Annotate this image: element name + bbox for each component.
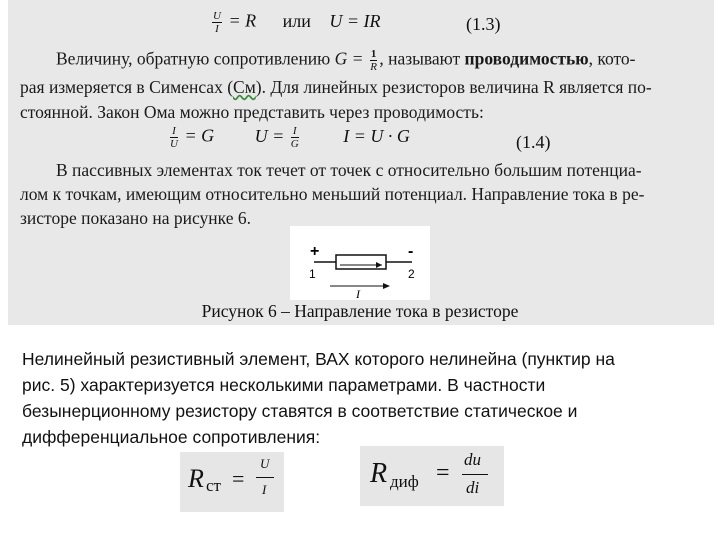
unit-siemens: См <box>233 77 256 97</box>
formula-static-resistance: R ст = U I <box>180 452 284 512</box>
current-label: I <box>356 287 360 300</box>
body-line-3: безынерционному резистору ставятся в соответствие статическое и <box>22 401 578 421</box>
term-conductance: проводимостью <box>464 48 589 69</box>
figure-caption: Рисунок 6 – Направление тока в резисторе <box>201 301 519 321</box>
body-line-2: рис. 5) характеризуется несколькими параметрами. В частности <box>22 375 546 395</box>
current-arrow-head <box>383 283 390 289</box>
minus-sign: - <box>408 243 414 260</box>
fraction-u-over-i: $\frac{U}{I}$ <box>213 10 221 35</box>
equation-ohms-law: U = IR <box>329 10 381 31</box>
paragraph-1-line-1: Величину, обратную сопротивлению G = $\frac{1}{R}$ , называют проводимостью, кото- <box>56 48 636 73</box>
fraction-i-over-u: $\frac{I}{U}$ <box>170 125 178 150</box>
equation-number-1-4: (1.4) <box>516 132 551 152</box>
equation-1-4: $\frac{I}{U}$ = G U = $\frac{I}{G}$ I = U · G <box>170 125 410 150</box>
word-or: или <box>282 10 311 31</box>
resistor-body <box>336 255 386 269</box>
body-paragraph <box>22 346 712 450</box>
inner-arrow-head <box>376 262 382 268</box>
body-line-4: дифференциальное сопротивления: <box>22 427 321 447</box>
formula-differential-resistance: R диф = du di <box>360 446 504 506</box>
fraction-i-over-g: $\frac{I}{G}$ <box>290 125 299 150</box>
node-2-label: 2 <box>408 267 415 281</box>
paragraph-2-line-2: лом к точкам, имеющим относительно меньший потенциал. Направление тока в ре- <box>20 184 645 204</box>
paragraph-1-line-2: рая измеряется в Сименсах (См). Для линейных резисторов величина R является по- <box>20 77 652 97</box>
conductance-lhs: G = <box>334 48 364 69</box>
paragraph-2-line-1: В пассивных элементах ток течет от точек с относительно большим потенциа- <box>56 160 642 180</box>
figure-resistor-current <box>290 226 430 300</box>
equation-1-3 <box>210 10 381 35</box>
equation-rhs-r: = R <box>228 10 257 31</box>
node-1-label: 1 <box>309 267 316 281</box>
equation-number-1-3: (1.3) <box>466 14 501 34</box>
fraction-bar <box>256 477 274 478</box>
body-line-1: Нелинейный резистивный элемент, ВАХ которого нелинейна (пунктир на <box>22 349 615 369</box>
resistor-diagram <box>290 226 430 300</box>
paragraph-2-line-3: зисторе показано на рисунке 6. <box>20 208 252 228</box>
plus-sign: + <box>310 243 320 260</box>
fraction-1-over-r: $\frac{1}{R}$ <box>370 48 377 73</box>
paragraph-1-line-3: стоянной. Закон Ома можно представить через проводимость: <box>20 102 484 122</box>
fraction-bar <box>462 474 488 475</box>
